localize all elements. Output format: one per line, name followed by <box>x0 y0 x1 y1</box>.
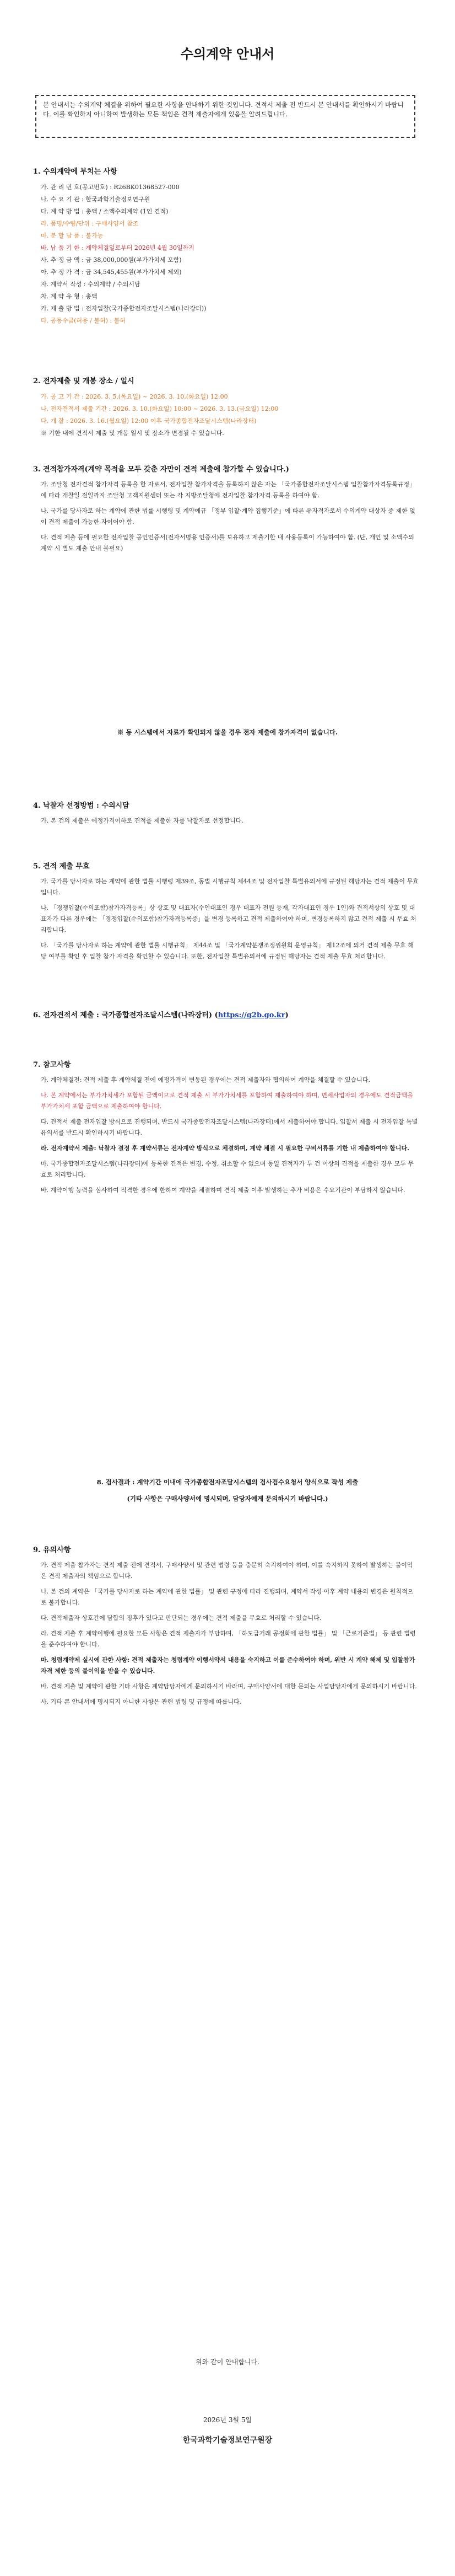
s7-item: 바. 계약이행 능력을 심사하여 적격한 경우에 한하여 계약을 체결하며 견적 제출 이후 발생하는 추가 비용은 수요기관이 부담하지 않습니다. <box>41 1187 405 1194</box>
s2-row: 다. 개 찰 : 2026. 3. 16.(월요일) 12:00 이후 국가종합전자조달시스템(나라장터) <box>41 417 257 425</box>
notice-box: 본 안내서는 수의계약 체결을 위하여 필요한 사항을 안내하기 위한 것입니다. 견적서 제출 전 반드시 본 안내서를 확인하시기 바랍니다. 이를 확인하지 아니하여 발생하는 모든 책임은 견적 제출자에게 있음을 알려드립니다. <box>35 95 415 138</box>
s7-item: 가. 계약체결전: 견적 제출 후 계약체결 전에 예정가격이 변동된 경우에는 견적 제출자와 협의하여 계약을 체결할 수 있습니다. <box>41 1076 370 1083</box>
s7-item: 다. 견적서 제출 전자입찰 방식으로 진행되며, 반드시 국가종합전자조달시스템(나라장터)에서 제출하여야 합니다. 입찰서 제출 시 전자입찰 특별유의서를 반드시 확인하시기 바랍니다. <box>41 1118 418 1136</box>
s3-notice: ※ 동 시스템에서 자료가 확인되지 않을 경우 전자 제출에 참가자격이 없습니다. <box>117 728 338 736</box>
document-title: 수의계약 안내서 <box>180 46 275 62</box>
section-7 <box>33 1059 419 1200</box>
s7-item: 라. 전자계약서 제출: 낙찰자 결정 후 계약서류는 전자계약 방식으로 체결하며, 계약 체결 시 필요한 구비서류를 기한 내 제출하여야 합니다. <box>41 1145 409 1152</box>
s8-line1: 8. 검사결과 : 계약기간 이내에 국가종합전자조달시스템의 검사검수요청서 양식으로 작성 제출 <box>96 1478 359 1486</box>
s8-line2: (기타 사항은 구매사양서에 명시되며, 담당자에게 문의하시기 바랍니다.) <box>127 1495 328 1502</box>
section-7-title: 7. 참고사항 <box>33 1061 71 1069</box>
section-6-title: 6. 전자견적서 제출 : 국가종합전자조달시스템(나라장터) (https://g2b.go.kr) <box>33 1011 289 1019</box>
section-2-title: 2. 전자제출 및 개봉 장소 / 일시 <box>33 377 134 385</box>
section-1-title: 1. 수의계약에 부치는 사항 <box>33 168 117 176</box>
section-1 <box>33 165 419 327</box>
s5-item: 다. 「국가를 당사자로 하는 계약에 관한 법률 시행규칙」 제44조 및 「국가계약분쟁조정위원회 운영규칙」 제12조에 의거 견적 제출 무효 해당 여부를 확인 후 입찰 참가 자격을 확인할 수 있습니다. 또한, 전자입찰 특별유의서에 규정된 해당자는 견적 제출 무효 처리합니다. <box>41 942 414 960</box>
s1-row: 라. 품명/수량/단위 : 구매사양서 참조 <box>41 220 139 227</box>
s9-item: 라. 견적 제출 후 계약이행에 필요한 모든 사항은 견적 제출자가 부담하며, 「하도급거래 공정화에 관한 법률」 및 「근로기준법」 등 관련 법령을 준수하여야 합니다. <box>41 1630 416 1648</box>
s9-item: 마. 청렴계약제 실시에 관한 사항: 견적 제출자는 청렴계약 이행서약서 내용을 숙지하고 이를 준수하여야 하며, 위반 시 계약 해제 및 입찰참가자격 제한 등의 불이익을 받을 수 있습니다. <box>41 1656 415 1675</box>
s1-row: 자. 계약서 작성 : 수의계약 / 수의시담 <box>41 281 140 288</box>
section-9-title: 9. 유의사항 <box>33 1546 71 1554</box>
s9-item: 가. 견적 제출 참가자는 견적 제출 전에 견적서, 구매사양서 및 관련 법령 등을 충분히 숙지하여야 하며, 이를 숙지하지 못하여 발생하는 불이익은 견적 제출자의 책임으로 합니다. <box>41 1561 413 1580</box>
s9-item: 바. 견적 제출 및 계약에 관한 기타 사항은 계약담당자에게 문의하시기 바라며, 구매사양서에 대한 문의는 사업담당자에게 문의하시기 바랍니다. <box>41 1683 417 1690</box>
s1-row: 카. 제 출 방 법 : 전자입찰(국가종합전자조달시스템(나라장터)) <box>41 305 207 312</box>
footer-date: 2026년 3월 5일 <box>203 2416 252 2424</box>
section-4 <box>33 799 419 831</box>
s1-row: 가. 관 리 번 호(공고번호) : R26BK01368527-000 <box>41 184 180 191</box>
s9-item: 사. 기타 본 안내서에 명시되지 아니한 사항은 관련 법령 및 규정에 따릅니다. <box>41 1698 242 1705</box>
section-4-title: 4. 낙찰자 선정방법 : 수의시담 <box>33 802 129 810</box>
s2-row: 가. 공 고 기 간 : 2026. 3. 5.(목요일) ~ 2026. 3. 10.(화요일) 12:00 <box>41 393 228 400</box>
s1-row: 타. 공동수급(허용 / 불허) : 불허 <box>41 317 126 324</box>
s5-item: 나. 「경쟁입찰(수의포함)참가자격등록」상 상호 및 대표자(수인대표인 경우 대표자 전원 등재, 각자대표인 경우 1인)와 견적서상의 상호 및 대표자가 다른 경우에는 「경쟁입찰(수의포함)참가자격등록증」을 변경 등록하고 견적 제출하여야 하며, 변경등록하지 않고 견적 제출 시 무효 처리합니다. <box>41 904 416 933</box>
s1-row: 차. 계 약 유 형 : 총액 <box>41 293 98 300</box>
section-5 <box>33 860 419 967</box>
s1-row: 아. 추 정 가 격 : 금 34,545,455원(부가가치세 제외) <box>41 269 182 276</box>
s1-row: 나. 수 요 기 관 : 한국과학기술정보연구원 <box>41 196 150 203</box>
s4-text: 가. 본 건의 제출은 예정가격이하로 견적을 제출한 자를 낙찰자로 선정합니다. <box>41 817 243 824</box>
s1-row: 마. 분 할 납 품 : 불가능 <box>41 232 104 239</box>
s1-row: 다. 계 약 방 법 : 총액 / 소액수의계약 (1인 견적) <box>41 208 169 215</box>
s2-row: 나. 전자견적서 제출 기간 : 2026. 3. 10.(화요일) 10:00 ~ 2026. 3. 13.(금요일) 12:00 <box>41 405 279 412</box>
g2b-link[interactable]: https://g2b.go.kr <box>218 1011 285 1019</box>
footer-org: 한국과학기술정보연구원장 <box>182 2436 273 2445</box>
s3-item: 나. 국가를 당사자로 하는 계약에 관한 법률 시행령 및 계약예규 「정부 입찰·계약 집행기준」에 따른 유자격자로서 수의계약 대상자 중 제한 없이 견적 제출이 가능한 자이어야 함. <box>41 507 415 525</box>
s7-item: 마. 국가종합전자조달시스템(나라장터)에 등록한 견적은 변경, 수정, 취소할 수 없으며 동일 견적자가 두 건 이상의 견적을 제출한 경우 모두 무효로 처리합니다. <box>41 1160 414 1178</box>
s3-item: 가. 조달청 전자견적 참가자격 등록을 한 자로서, 전자입찰 참가자격을 등록하지 않은 자는 「국가종합전자조달시스템 입찰참가자격등록규정」에 따라 개찰일 전일까지 조달청 고객지원센터 또는 각 지방조달청에 전자입찰 참가자격 등록을 하여야 함. <box>41 481 416 499</box>
section-5-title: 5. 견적 제출 무효 <box>33 862 90 871</box>
s2-row: ※ 기한 내에 견적서 제출 및 개봉 일시 및 장소가 변경될 수 있습니다. <box>41 430 224 437</box>
section-6-title-text: 6. 전자견적서 제출 : 국가종합전자조달시스템(나라장터) <box>33 1011 213 1019</box>
section-3 <box>33 463 419 559</box>
footer-thanks: 위와 같이 안내합니다. <box>196 2358 259 2366</box>
section-9 <box>33 1544 419 1712</box>
section-6 <box>33 1009 419 1025</box>
section-2 <box>33 375 419 439</box>
s1-row: 바. 납 품 기 한 : 계약체결일로부터 2026년 4월 30일까지 <box>41 244 194 251</box>
s3-item: 다. 견적 제출 등에 필요한 전자입찰 공인인증서(전자서명용 인증서)를 보유하고 제출기한 내 사용등록이 가능하여야 함. (단, 개인 및 소액수의계약 시 별도 제출 안내 불필요) <box>41 534 414 552</box>
s5-item: 가. 국가를 당사자로 하는 계약에 관한 법률 시행령 제39조, 동법 시행규칙 제44조 및 전자입찰 특별유의서에 규정된 해당자는 견적 제출이 무효입니다. <box>41 878 419 896</box>
s1-row: 사. 추 정 금 액 : 금 38,000,000원(부가가치세 포함) <box>41 256 182 264</box>
section-3-title: 3. 견적참가자격(계약 목적을 모두 갖춘 자만이 견적 제출에 참가할 수 있습니다.) <box>33 465 289 474</box>
s9-item: 나. 본 건의 계약은 「국가를 당사자로 하는 계약에 관한 법률」 및 관련 규정에 따라 진행되며, 계약서 작성 이후 계약 내용의 변경은 원칙적으로 불가합니다. <box>41 1588 414 1606</box>
s7-item: 나. 본 계약에서는 부가가치세가 포함된 금액이므로 견적 제출 시 부가가치세를 포함하여 제출하여야 하며, 면세사업자의 경우에도 견적금액을 부가가치세 포함 금액으로 제출하여야 합니다. <box>41 1092 413 1110</box>
s9-item: 다. 견적제출자 상호간에 담합의 징후가 있다고 판단되는 경우에는 견적 제출을 무효로 처리할 수 있습니다. <box>41 1614 322 1622</box>
